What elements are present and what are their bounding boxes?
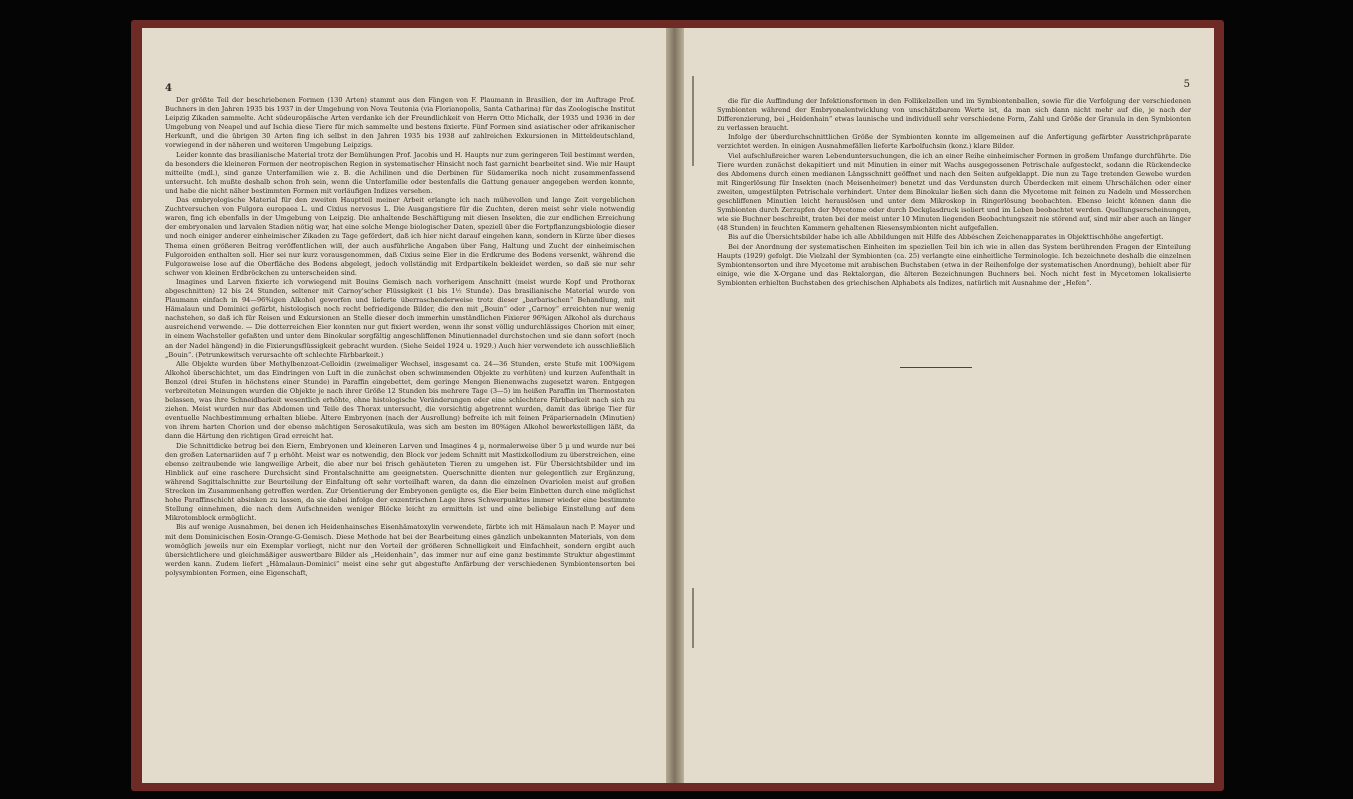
book-gutter [666, 28, 683, 783]
paragraph: Der größte Teil der beschriebenen Formen (130 Arten) stammt aus den Fängen von F. Plaumann in Brasilien, der im Auftrage Prof. Buchners in den Jahren 1935 bis 1937 in der Umgebung von Nova Teutonia (via Florianopolis, Santa Catharina) für das Zoologische Institut Leipzig Zikaden sammelte. Acht südeuropäische Arten verdanke ich der Freundlichkeit von Herrn Otto Michalk, der 1935 und 1936 in der Umgebung von Neapel und auf Ischia diese Tiere für mich sammelte und bestens fixierte. Fünf Formen sind asiatischer oder afrikanischer Herkunft, und die übrigen 30 Arten fing ich selbst in den Jahren 1935 bis 1938 auf zahlreichen Exkursionen in Mitteldeutschland, vorwiegend in der näheren und weiteren Umgebung Leipzigs. [165, 96, 635, 150]
paragraph: Infolge der überdurchschnittlichen Größe der Symbionten konnte im allgemeinen auf die Anfertigung gefärbter Ausstrichpräparate verzichtet werden. In einigen Ausnahmefällen lieferte Karbolfuchsin (konz.) klare Bilder. [717, 133, 1191, 151]
paragraph: Viel aufschlußreicher waren Lebenduntersuchungen, die ich an einer Reihe einheimischer Formen in großem Umfange durchführte. Die Tiere wurden zunächst dekapitiert und mit Minutien in einer mit Wachs ausgegossenen Petrischale aufgesteckt, sodann die Rückendecke des Abdomens durch einen medianen Längsschnitt geöffnet und nach den Seiten aufgeklappt. Die nun zu Tage tretenden Gewebe wurden mit Ringerlösung für Insekten (nach Meisenheimer) benetzt und das Verdunsten durch Überdecken mit einem Uhrschälchen oder einer zweiten, umgestülpten Petrischale verhindert. Unter dem Binokular ließen sich dann die Mycetome mit feinen zu Nadeln und Messerchen geschliffenen Minutien leicht herauslösen und unter dem Mikroskop in Ringerlösung beobachten. Ebenso leicht können dann die Symbionten durch Zerzupfen der Mycetome oder durch Deckglasdruck isoliert und im Leben beobachtet werden. Quellungserscheinungen, wie sie Buchner beschreibt, traten bei der meist unter 10 Minuten liegenden Beobachtungszeit nie störend auf, sind mir aber auch an länger (48 Stunden) in feuchten Kammern gehaltenen Riesensymbionten nicht aufgefallen. [717, 151, 1191, 233]
page-number-right: 5 [1183, 79, 1190, 90]
right-page [683, 28, 1214, 783]
paragraph: Imagines und Larven fixierte ich vorwiegend mit Bouins Gemisch nach vorherigem Anschnitt (meist wurde Kopf und Prothorax abgeschnitten) 12 bis 24 Stunden, seltener mit Carnoy'scher Flüssigkeit (1 bis 1½ Stunde). Das brasilianische Material wurde von Plaumann einfach in 94—96%igen Alkohol geworfen und lieferte überraschenderweise trotz dieser „barbarischen“ Behandlung, mit Hämalaun und Dominici gefärbt, histologisch noch recht befriedigende Bilder, die den mit „Bouin“ oder „Carnoy“ erreichten nur wenig nachstehen, so daß ich für Reisen und Exkursionen an Stelle dieser doch immerhin umständlichen Fixierer 96%igen Alkohol als durchaus ausreichend verwende. — Die dotterreichen Eier konnten nur gut fixiert werden, wenn ihr sonst völlig undurchlässiges Chorion mit einer, in einem Wachsteller gefaßten und unter dem Binokular sorgfältig angeschliffenen Minutiennadel durchstochen und sie dann sofort (noch an der Nadel hängend) in die Fixierungsflüssigkeit gebracht wurden. (Siehe Seidel 1924 u. 1929.) Auch hier verwendete ich ausschließlich „Bouin“. (Petrunkewitsch verursachte oft schlechte Färbbarkeit.) [165, 277, 635, 359]
paragraph: die für die Auffindung der Infektionsformen in den Follikelzellen und im Symbiontenballen, sowie für die Verfolgung der verschiedenen Symbionten während der Embryonalentwicklung von unschätzbarem Werte ist, da man sich dann nicht mehr auf die, je nach der Differenzierung, bei „Heidenhain“ etwas launische und individuell sehr verschiedene Form, Zahl und Größe der Granula in den Symbionten zu verlassen braucht. [717, 97, 1191, 133]
paragraph: Leider konnte das brasilianische Material trotz der Bemühungen Prof. Jacobis und H. Haupts nur zum geringeren Teil bestimmt werden, da besonders die kleineren Formen der neotropischen Region in systematischer Hinsicht noch fast garnicht bearbeitet sind. Wie mir Haupt mitteilte (mdl.), sind ganze Unterfamilien wie z. B. die Achilinen und die Derbinen für Südamerika noch nicht zusammenfassend untersucht. Ich mußte deshalb schon froh sein, wenn die Unterfamilie oder bestenfalls die Gattung genauer angegeben werden konnte, und habe die nicht näher bestimmten Formen mit vorläufigen Indizes versehen. [165, 150, 635, 195]
section-end-rule [900, 367, 972, 368]
paragraph: Die Schnittdicke betrug bei den Eiern, Embryonen und kleineren Larven und Imagines 4 µ, normalerweise über 5 µ und wurde nur bei den großen Laternariiden auf 7 µ erhöht. Meist war es notwendig, den Block vor jedem Schnitt mit Mastixkollodium zu überstreichen, eine ebenso zeitraubende wie langweilige Arbeit, die aber nur bei frisch gehäuteten Tieren zu umgehen ist. Für Übersichtsbilder und im Hinblick auf eine raschere Durchsicht sind Frontalschnitte am geeignetsten. Querschnitte dienten nur gelegentlich zur Ergänzung, während Sagittalschnitte zur Beurteilung der Einfaltung oft sehr vorteilhaft waren, da dann die einzelnen Ovariolen meist auf großen Strecken im Zusammenhang getroffen werden. Zur Orientierung der Embryonen genügte es, die Eier beim Einbetten durch eine möglichst hohe Paraffinschicht absinken zu lassen, da sie dabei infolge der exzentrischen Lage ihres Schwerpunktes immer wieder eine bestimmte Stellung einnehmen, die nach dem Aufschneiden weniger Blöcke leicht zu ermitteln ist und eine beliebige Einstellung auf dem Mikrotomblock ermöglicht. [165, 441, 635, 523]
paragraph: Bis auf die Übersichtsbilder habe ich alle Abbildungen mit Hilfe des Abbéschen Zeichenapparates in Objekttischhöhe angefertigt. [728, 233, 1164, 242]
paragraph: Das embryologische Material für den zweiten Hauptteil meiner Arbeit erlangte ich nach mühevollen und lange Zeit vergeblichen Zuchtversuchen von Fulgora europaea L. und Cixius nervosus L. Die Ausgangstiere für die Zuchten, deren meist sehr viele notwendig waren, fing ich ebenfalls in der Umgebung von Leipzig. Die anhaltende Beschäftigung mit diesen Insekten, die zur endlichen Erreichung der embryonalen und larvalen Stadien nötig war, hat eine solche Menge biologischer Daten, speziell über die Fortpflanzungsbiologie dieser und noch einiger anderer einheimischer Zikaden zu Tage gefördert, daß ich hier nicht darauf eingehen kann, sondern in Kürze über dieses Thema einen größeren Beitrag veröffentlichen will, der auch ausführliche Angaben über Fang, Haltung und Zucht der einheimischen Fulgoroiden enthalten soll. Hier sei nur kurz vorausgenommen, daß Cixius seine Eier in die Erdkrume des Bodens versenkt, während die Fulgoraweise lose auf die Oberfläche des Bodens abgelegt, jedoch vollständig mit Erdpartikeln bekleidet werden, so daß sie nur sehr schwer von kleinen Erdbröckchen zu unterscheiden sind. [165, 196, 635, 277]
left-page [142, 28, 667, 783]
page-edge-mark [692, 588, 694, 648]
page-number-left: 4 [165, 83, 172, 94]
paragraph: Alle Objekte wurden über Methylbenzoat-Celloidin (zweimaliger Wechsel, insgesamt ca. 24—36 Stunden, erste Stufe mit 100%igem Alkohol überschichtet, um das Eindringen von Luft in die zunächst oben schwimmenden Objekte zu verhüten) und kurzen Aufenthalt in Benzol (drei Stufen in höchstens einer Stunde) in Paraffin eingebettet, dem geringe Mengen Bienenwachs zugesetzt waren. Entgegen verbreiteten Meinungen wurden die Objekte je nach ihrer Größe 12 Stunden bis mehrere Tage (3—5) im heißen Paraffin im Thermostaten belassen, was ihre Schneidbarkeit wesentlich erhöhte, ohne histologische Veränderungen oder eine schlechtere Färbbarkeit nach sich zu ziehen. Meist wurden nur das Abdomen und Teile des Thorax untersucht, die vorsichtig abgetrennt wurden, damit das übrige Tier für eventuelle Nachbestimmung erhalten bliebe. Ältere Embryonen (nach der Ausrollung) befreite ich mit feinen Präpariernadeln (Minutien) von ihrem harten Chorion und der ebenso mächtigen Serosakutikula, was sich am besten im 80%igen Alkohol bewerkstelligen läßt, da dann die Härtung den richtigen Grad erreicht hat. [165, 359, 635, 441]
paragraph: Bei der Anordnung der systematischen Einheiten im speziellen Teil bin ich wie in allen das System berührenden Fragen der Einteilung Haupts (1929) gefolgt. Die Vielzahl der Symbionten (ca. 25) verlangte eine einheitliche Terminologie. Ich bezeichnete deshalb die einzelnen Symbiontensorten und ihre Mycetome mit arabischen Buchstaben (etwa in der Reihenfolge der systematischen Anordnung), behielt aber für einige, wie die X-Organe und das Rektalorgan, die älteren Bezeichnungen Buchners bei. Noch nicht fest in Mycetomen lokalisierte Symbionten erhielten Buchstaben des griechischen Alphabets als Indizes, natürlich mit Ausnahme der „Hefen“. [717, 242, 1191, 287]
book-spread [131, 20, 1224, 791]
paragraph: Bis auf wenige Ausnahmen, bei denen ich Heidenhainsches Eisenhämatoxylin verwendete, färbte ich mit Hämalaun nach P. Mayer und mit dem Dominicischen Eosin-Orange-G-Gemisch. Diese Methode hat bei der Bearbeitung eines gänzlich unbekannten Materials, von dem womöglich jeweils nur ein Exemplar vorliegt, nicht nur den Vorteil der größeren Schnelligkeit und Einfachheit, sondern ergibt auch übersichtlichere und gleichmäßiger auswertbare Bilder als „Heidenhain“, das immer nur auf eine ganz bestimmte Struktur abgestimmt werden kann. Zudem liefert „Hämalaun-Dominici“ meist eine sehr gut abgestufte Anfärbung der verschiedenen Symbiontensorten bei polysymbionten Formen, eine Eigenschaft, [165, 523, 635, 577]
page-edge-mark [692, 76, 694, 166]
left-page-body [165, 96, 635, 578]
right-page-body [717, 97, 1191, 288]
